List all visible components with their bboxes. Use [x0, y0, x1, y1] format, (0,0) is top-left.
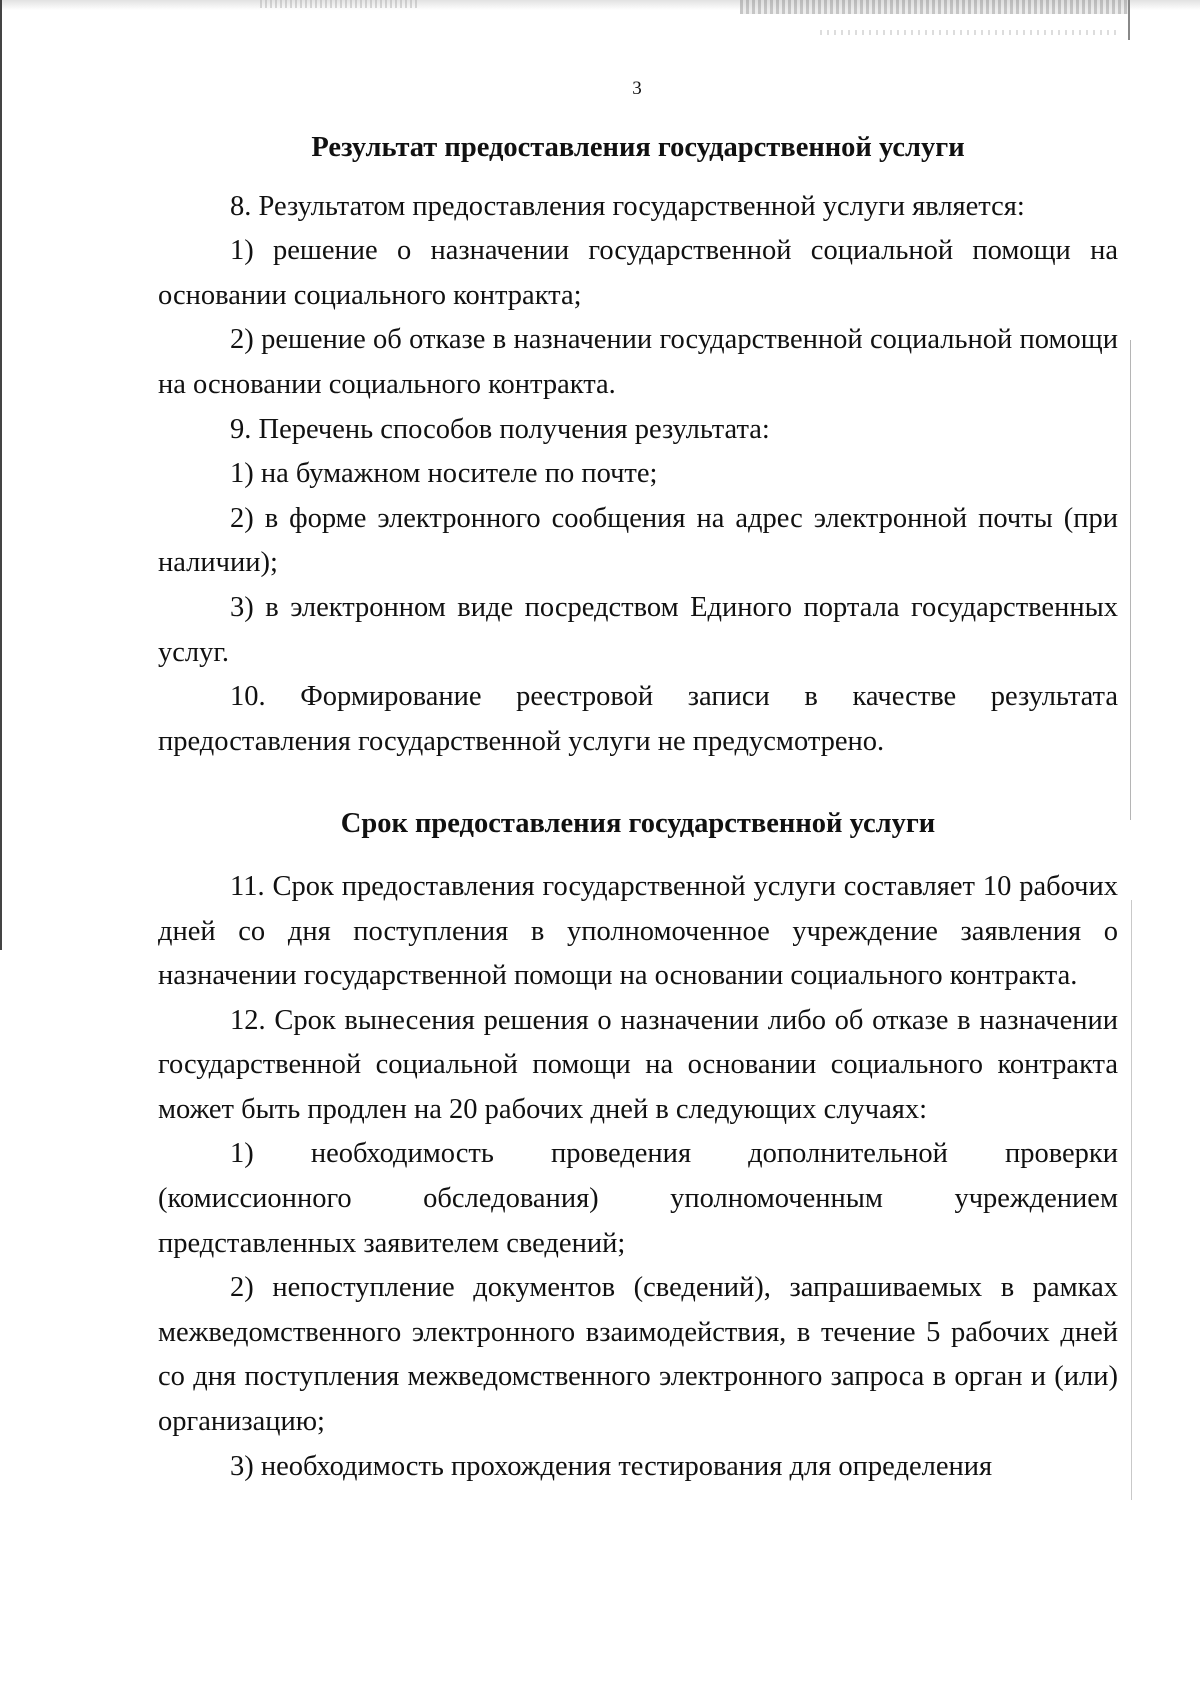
paragraph: 3) необходимость прохождения тестирования для определения [230, 1450, 993, 1482]
paragraph: 12. Срок вынесения решения о назначении либо об отказе в назначении государственной социальной помощи на основании социального контракта может быть продлен на 20 рабочих дней в следующих случаях: [158, 1004, 1118, 1125]
scan-artifact-top-left [260, 0, 420, 8]
document-body [158, 126, 1118, 1489]
paragraph: 8. Результатом предоставления государственной услуги является: [230, 190, 1025, 222]
scan-artifact-right-edge-middle [1130, 340, 1131, 820]
scan-artifact-right-edge [1128, 0, 1130, 40]
paragraph: 11. Срок предоставления государственной услуги составляет 10 рабочих дней со дня поступления в уполномоченное учреждение заявления о назначении государственной помощи на основании социального контракта. [158, 870, 1118, 992]
section-heading-result: Результат предоставления государственной услуги [311, 132, 965, 163]
scan-artifact-right-edge-lower [1131, 900, 1132, 1500]
paragraph: 1) решение о назначении государственной социальной помощи на основании социального контракта; [158, 235, 1118, 311]
paragraph: 10. Формирование реестровой записи в качестве результата предоставления государственной услуги не предусмотрено. [158, 681, 1118, 757]
paragraph: 2) в форме электронного сообщения на адрес электронной почты (при наличии); [158, 502, 1118, 579]
paragraph: 1) на бумажном носителе по почте; [230, 458, 658, 490]
section-heading-term: Срок предоставления государственной услуги [340, 808, 936, 840]
paragraph: 1) необходимость проведения дополнительной проверки (комиссионного обследования) уполномоченным учреждением представленных заявителем сведений; [158, 1138, 1118, 1259]
paragraph: 2) непоступление документов (сведений), запрашиваемых в рамках межведомственного электронного взаимодействия, в течение 5 рабочих дней со дня поступления межведомственного электронного запроса в орган и (или) организацию; [158, 1272, 1118, 1438]
scan-artifact-top-right [740, 0, 1130, 14]
paragraph: 2) решение об отказе в назначении государственной социальной помощи на основании социального контракта. [158, 324, 1118, 400]
page-number: 3 [632, 78, 642, 99]
scan-artifact-left-edge [0, 0, 2, 950]
paragraph: 3) в электронном виде посредством Единого портала государственных услуг. [158, 591, 1118, 668]
scan-artifact-top-right-faint [820, 30, 1120, 35]
paragraph: 9. Перечень способов получения результата: [230, 413, 770, 445]
